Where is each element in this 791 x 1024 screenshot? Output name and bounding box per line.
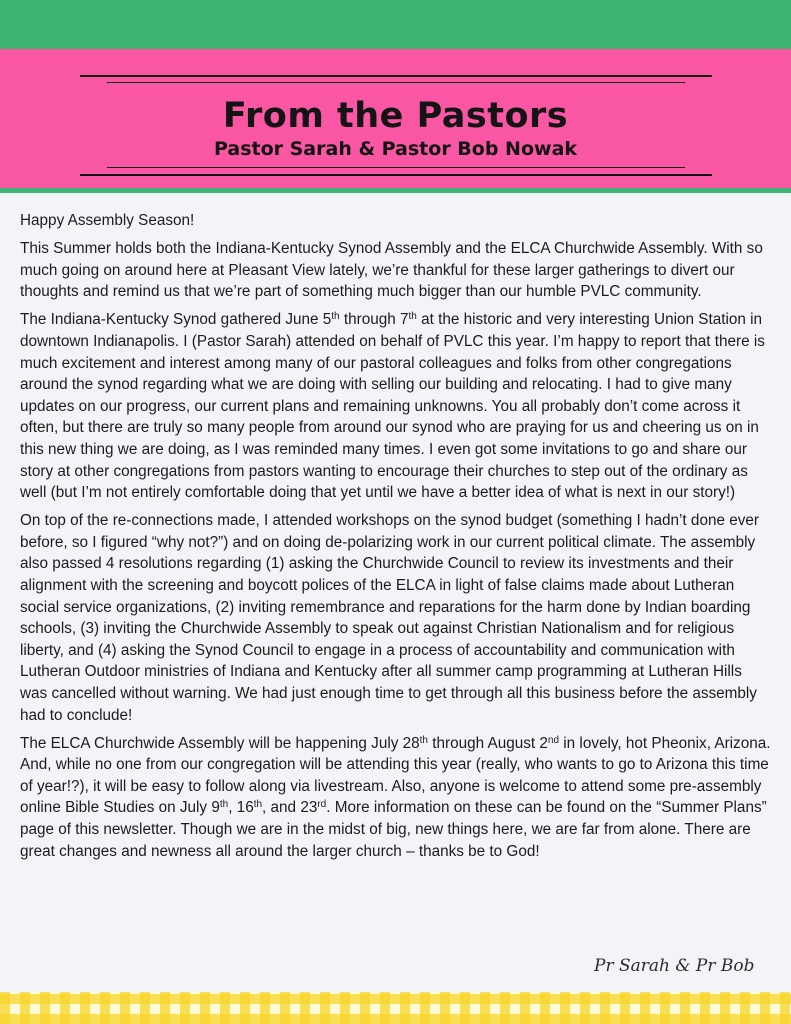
paragraph-churchwide-assembly: The ELCA Churchwide Assembly will be happening July 28th through August 2nd in lovely, hot Pheonix, Arizona. And, while no one from our congregation will be attending this year (really, who wants to go to Arizona this time of year!?), it will be easy to follow along via livestream. Also, anyone is welcome to attend some pre-assembly online Bible Studies on July 9th, 16th, and 23rd. More information on these can be found on the “Summer Plans” page of this newsletter. Though we are in the midst of big, new things here, we are far from alone. There are great changes and newness all around the larger church – thanks be to God! <box>20 734 771 860</box>
greeting: Happy Assembly Season! <box>20 212 195 229</box>
header-rule-top-inner <box>107 82 685 83</box>
paragraph-synod-assembly: The Indiana-Kentucky Synod gathered June 5th through 7th at the historic and very interesting Union Station in downtown Indianapolis. I (Pastor Sarah) attended on behalf of PVLC this year. I’m happy to report that there is much excitement and interest among many of our pastoral colleagues and folks from other congregations around the synod regarding what we are doing with selling our building and relocating. I had to give many updates on our progress, our current plans and remaining unknowns. You all probably don’t come across it often, but there are truly so many people from around our synod who are praying for us and cheering us on in this new thing we are doing, as I was reminded many times. I even got some invitations to go and share our story at other congregations from pastors wanting to encourage their churches to step out of the ordinary as well (but I’m not entirely comfortable doing that yet until we have a better idea of what is next in our story!) <box>20 311 765 502</box>
top-color-band <box>0 0 791 49</box>
page-subtitle: Pastor Sarah & Pastor Bob Nowak <box>213 138 578 160</box>
header-divider <box>0 188 791 193</box>
pastors-signature: Pr Sarah & Pr Bob <box>594 956 755 976</box>
article-body <box>20 210 772 869</box>
paragraph-workshops-resolutions: On top of the re-connections made, I attended workshops on the synod budget (something I hadn’t done ever before, so I figured “why not?”) and on doing de-polarizing work in our current political climate. The assembly also passed 4 resolutions regarding (1) asking the Churchwide Council to review its investments and their alignment with the screening and boycott polices of the ELCA in light of false claims made about Lutheran social service organizations, (2) inviting remembrance and reparations for the harm done by Indian boarding schools, (3) inviting the Churchwide Assembly to speak out against Christian Nationalism and for religious liberty, and (4) asking the Synod Council to engage in a process of accountability and communication with Lutheran Outdoor ministries of Indiana and Kentucky after all summer camp programming at Lutheran Hills was cancelled without warning. We had just enough time to get through all this business before the assembly had to conclude! <box>20 512 759 724</box>
header-rule-top-outer <box>80 75 712 77</box>
page-title: From the Pastors <box>222 96 569 136</box>
header-rule-bottom-outer <box>80 174 712 176</box>
gingham-footer-border <box>0 992 791 1024</box>
paragraph-assemblies-intro: This Summer holds both the Indiana-Kentucky Synod Assembly and the ELCA Churchwide Assembly. With so much going on around here at Pleasant View lately, we’re thankful for these larger gatherings to divert our thoughts and remind us that we’re part of something much bigger than our humble PVLC community. <box>20 240 763 301</box>
header-rule-bottom-inner <box>107 167 685 168</box>
